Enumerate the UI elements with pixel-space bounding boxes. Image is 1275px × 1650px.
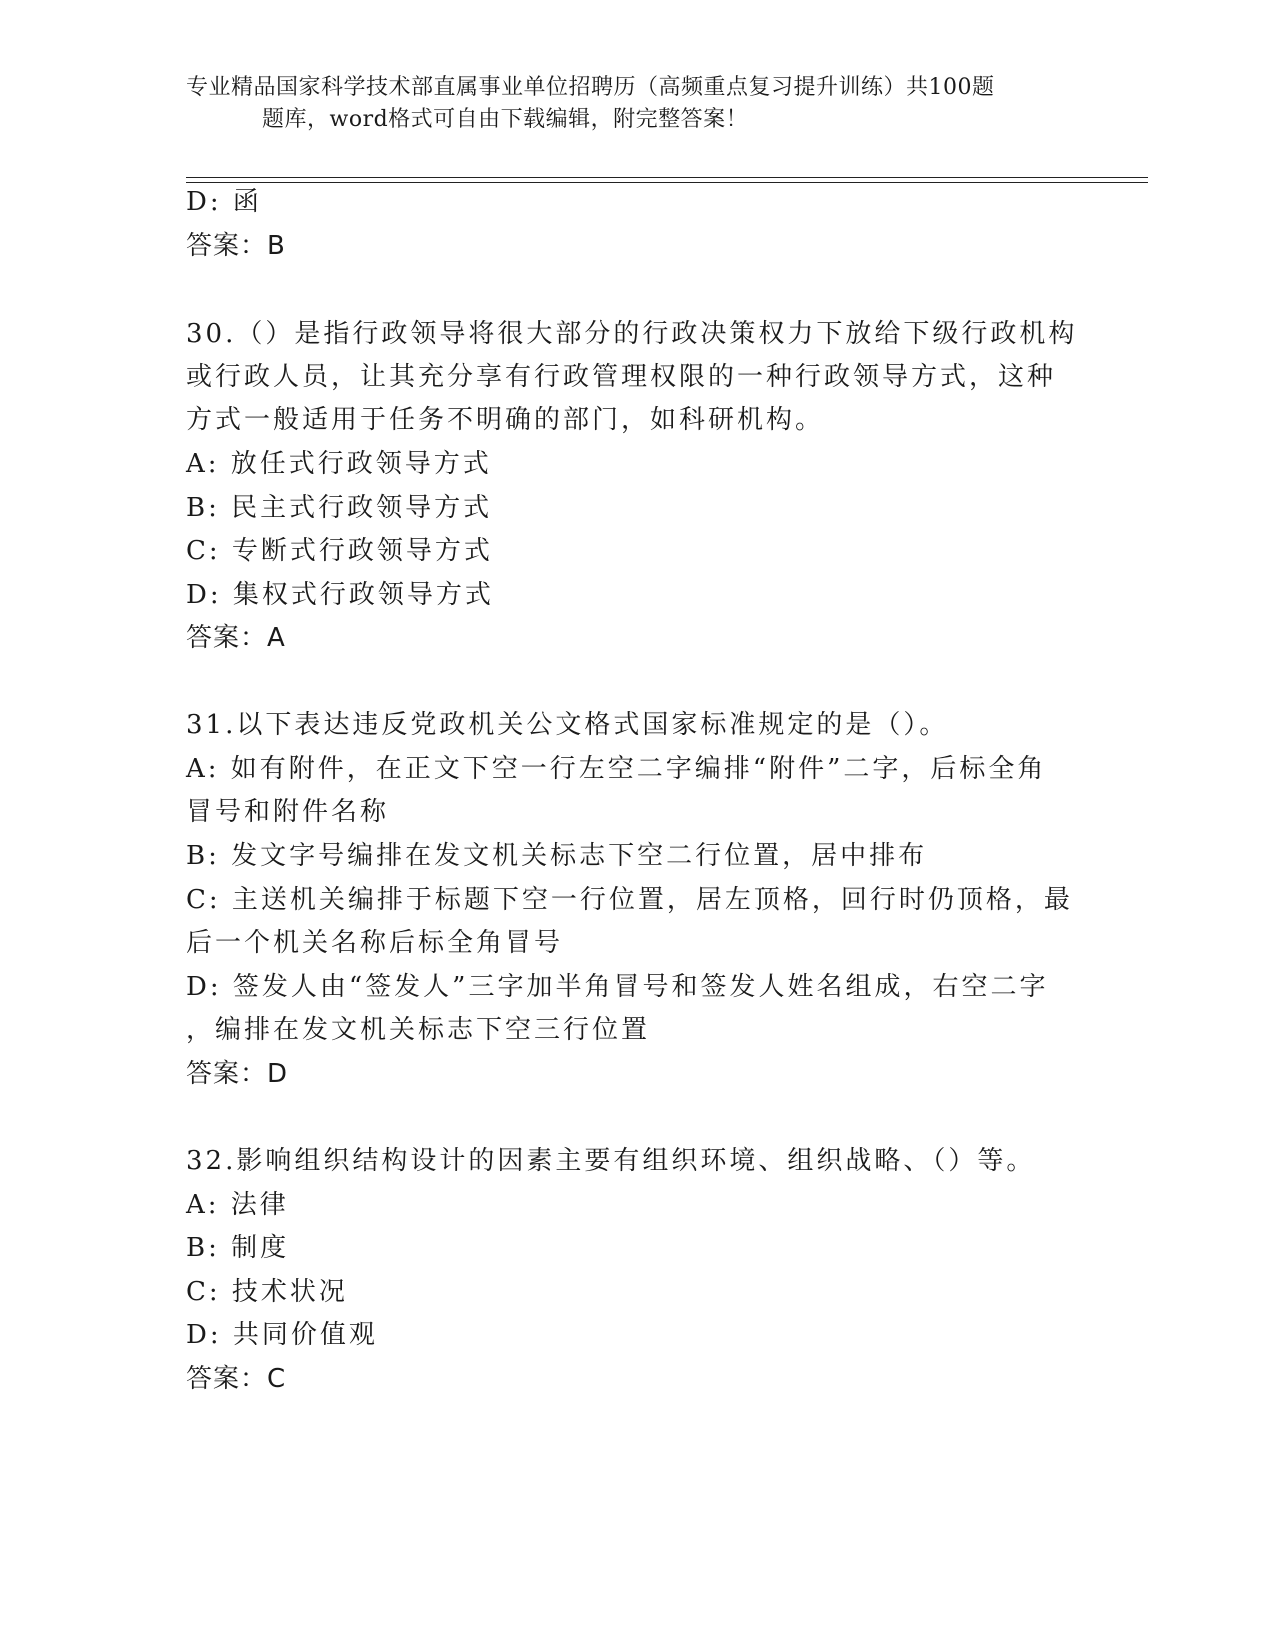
document-header bbox=[186, 72, 1086, 136]
header-line-2: 题库，word格式可自由下载编辑，附完整答案！ bbox=[262, 107, 749, 132]
q32-option-b: B: 制度 bbox=[186, 1233, 290, 1263]
q31-option-a-line-1: A: 如有附件，在正文下空一行左空二字编排“附件”二字，后标全角 bbox=[186, 754, 1047, 784]
q30-stem-line-3: 方式一般适用于任务不明确的部门，如科研机构。 bbox=[186, 405, 825, 435]
q30-option-c: C: 专断式行政领导方式 bbox=[186, 536, 493, 566]
q32-option-c: C: 技术状况 bbox=[186, 1277, 348, 1307]
q31-option-d-line-2: ，编排在发文机关标志下空三行位置 bbox=[186, 1015, 651, 1045]
prev-option-d: D: 函 bbox=[186, 187, 262, 217]
header-rule-bottom bbox=[186, 182, 1148, 183]
q31-option-c-line-1: C: 主送机关编排于标题下空一行位置，居左顶格，回行时仍顶格，最 bbox=[186, 885, 1073, 915]
q32-answer: 答案：C bbox=[186, 1364, 287, 1394]
q30-stem-line-2: 或行政人员，让其充分享有行政管理权限的一种行政领导方式，这种 bbox=[186, 362, 1057, 392]
q31-answer: 答案：D bbox=[186, 1059, 289, 1089]
q30-stem-line-1: 30.（）是指行政领导将很大部分的行政决策权力下放给下级行政机构 bbox=[186, 319, 1078, 349]
q31-option-d-line-1: D: 签发人由“签发人”三字加半角冒号和签发人姓名组成，右空二字 bbox=[186, 972, 1049, 1002]
q31-option-b: B: 发文字号编排在发文机关标志下空二行位置，居中排布 bbox=[186, 841, 928, 871]
header-rule-top bbox=[186, 177, 1148, 178]
q31-option-c-line-2: 后一个机关名称后标全角冒号 bbox=[186, 928, 564, 958]
q32-stem: 32.影响组织结构设计的因素主要有组织环境、组织战略、（）等。 bbox=[186, 1146, 1036, 1176]
q30-answer: 答案：A bbox=[186, 623, 286, 653]
q32-option-a: A: 法律 bbox=[186, 1190, 289, 1220]
q31-stem: 31.以下表达违反党政机关公文格式国家标准规定的是（）。 bbox=[186, 710, 949, 740]
q31-option-a-line-2: 冒号和附件名称 bbox=[186, 797, 390, 827]
prev-answer: 答案：B bbox=[186, 231, 286, 261]
q32-option-d: D: 共同价值观 bbox=[186, 1320, 378, 1350]
q30-option-d: D: 集权式行政领导方式 bbox=[186, 580, 494, 610]
q30-option-b: B: 民主式行政领导方式 bbox=[186, 493, 493, 523]
q30-option-a: A: 放任式行政领导方式 bbox=[186, 449, 492, 479]
header-line-1: 专业精品国家科学技术部直属事业单位招聘历（高频重点复习提升训练）共100题 bbox=[186, 75, 995, 100]
